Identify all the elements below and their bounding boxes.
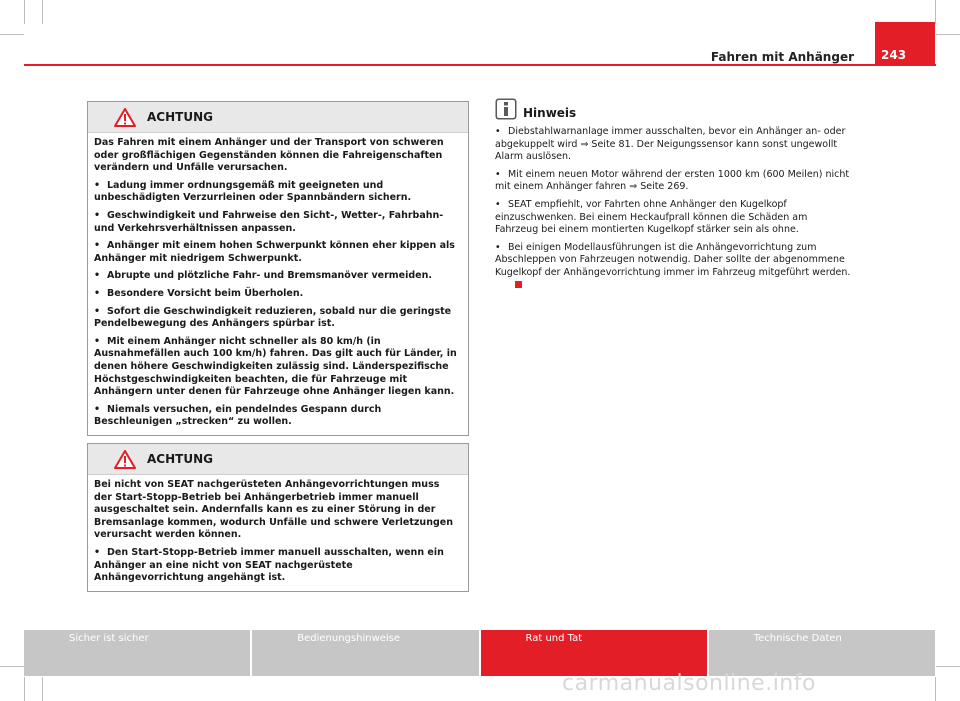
page-number: 243 <box>875 22 935 66</box>
page-title: Fahren mit Anhänger <box>710 50 854 64</box>
crop-mark <box>42 0 43 24</box>
hint-title: Hinweis <box>523 106 577 120</box>
watermark: carmanualsonline.info <box>562 671 816 696</box>
warning-intro: Das Fahren mit einem Anhänger und der Transport von schweren oder großflächigen Gegenständen können die Fahreigenschaften verändern und Unfälle verursachen. <box>94 137 444 174</box>
warning-body <box>88 133 468 435</box>
warning-box-1 <box>87 101 469 436</box>
hint-header <box>495 98 853 122</box>
tab-bedienungshinweise[interactable]: Bedienungshinweise <box>252 630 478 676</box>
crop-mark <box>935 0 936 24</box>
list-item: • Besondere Vorsicht beim Überholen. <box>94 287 304 299</box>
crop-mark <box>935 677 936 701</box>
crop-mark <box>936 34 960 35</box>
list-item: • Abrupte und plötzliche Fahr- und Bremsmanöver vermeiden. <box>94 270 432 282</box>
crop-mark <box>24 677 25 701</box>
warning-box-header <box>88 102 468 133</box>
section-end-marker <box>515 281 522 288</box>
warning-title: ACHTUNG <box>147 452 213 466</box>
warning-box-2 <box>87 443 469 592</box>
tab-technische-daten[interactable]: Technische Daten <box>709 630 935 676</box>
hint-section <box>495 98 853 297</box>
list-item: • SEAT empfiehlt, vor Fahrten ohne Anhänger den Kugelkopf einzuschwenken. Bei einem Heckaufprall können die Schäden am Fahrzeug bei einem montierten Kugelkopf stärker sein als ohne. <box>495 198 808 236</box>
crop-mark <box>936 666 960 667</box>
list-item: • Bei einigen Modellausführungen ist die Anhängevorrichtung zum Abschleppen von Fahrzeugen notwendig. Daher sollte der abgenommene Kugelkopf der Anhängevorrichtung immer im Fahrzeug mitgeführt werden. <box>495 242 853 292</box>
hint-body <box>495 126 853 292</box>
crop-mark <box>24 0 25 24</box>
list-item: • Den Start-Stopp-Betrieb immer manuell ausschalten, wenn ein Anhänger an eine nicht von SEAT nachgerüstete Anhängevorrichtung angehängt ist. <box>94 546 444 584</box>
header-rule <box>24 64 936 66</box>
list-item: • Mit einem neuen Motor während der ersten 1000 km (600 Meilen) nicht mit einem Anhänger fahren ⇒ Seite 269. <box>495 168 850 193</box>
warning-triangle-icon <box>114 108 136 131</box>
warning-title: ACHTUNG <box>147 110 213 124</box>
crop-mark <box>0 666 24 667</box>
chapter-tabs <box>24 630 935 676</box>
list-item: • Ladung immer ordnungsgemäß mit geeigneten und unbeschädigten Verzurrleinen oder Spannbändern sichern. <box>94 179 412 204</box>
info-icon <box>495 98 517 124</box>
list-item: • Sofort die Geschwindigkeit reduzieren, sobald nur die geringste Pendelbewegung des Anhängers spürbar ist. <box>94 305 452 330</box>
list-item: • Diebstahlwarnanlage immer ausschalten, bevor ein Anhänger an- oder abgekuppelt wird ⇒ Seite 81. Der Neigungssensor kann sonst ungewollt Alarm auslösen. <box>495 126 846 163</box>
warning-body <box>88 475 468 591</box>
crop-mark <box>42 677 43 701</box>
tab-sicher-ist-sicher[interactable]: Sicher ist sicher <box>24 630 250 676</box>
tab-rat-und-tat[interactable]: Rat und Tat <box>481 630 707 676</box>
list-item: • Anhänger mit einem hohen Schwerpunkt können eher kippen als Anhänger mit niedrigem Schwerpunkt. <box>94 240 455 264</box>
crop-mark <box>0 34 24 35</box>
warning-intro: Bei nicht von SEAT nachgerüsteten Anhängevorrichtungen muss der Start-Stopp-Betrieb bei Anhängerbetrieb immer manuell ausgeschaltet sein. Andernfalls kann es zu einer Störung in der Bremsanlage kommen, wodurch Unfälle und schwere Verletzungen verursacht werden können. <box>94 479 453 541</box>
list-item: • Geschwindigkeit und Fahrweise den Sicht-, Wetter-, Fahrbahn- und Verkehrsverhältnissen anpassen. <box>94 209 444 234</box>
warning-triangle-icon <box>114 450 136 473</box>
list-item: • Niemals versuchen, ein pendelndes Gespann durch Beschleunigen „strecken“ zu wollen. <box>94 403 382 428</box>
warning-box-header <box>88 444 468 475</box>
list-item: • Mit einem Anhänger nicht schneller als 80 km/h (in Ausnahmefällen auch 100 km/h) fahren. Das gilt auch für Länder, in denen höhere Geschwindigkeiten zulässig sind. Länderspezifische Höchstgeschwindigkeiten beachten, die für Fahrzeuge mit Anhängern unter denen für Fahrzeuge ohne Anhänger liegen kann. <box>94 335 457 398</box>
